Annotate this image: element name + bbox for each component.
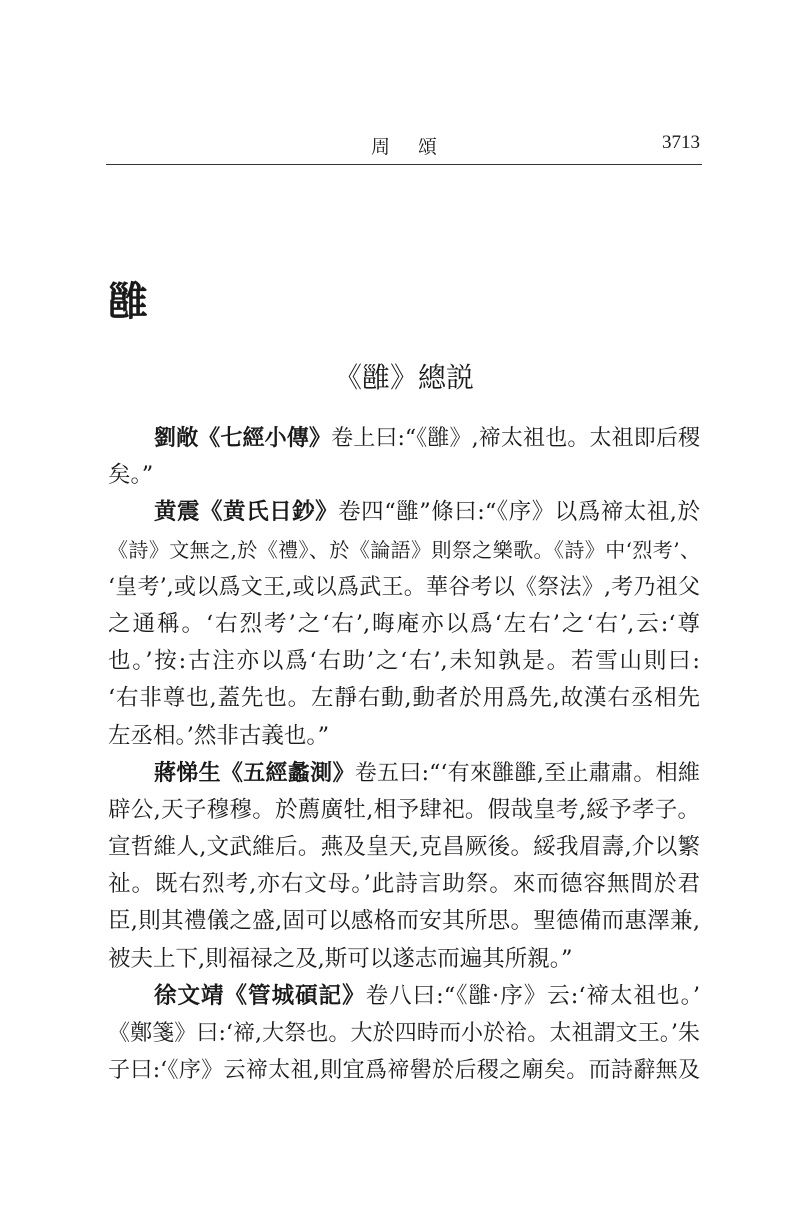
text-line: 之通稱。‘右烈考’之‘右’,晦庵亦以爲‘左右’之‘右’,云:‘尊 <box>108 610 700 637</box>
cited-author: 徐文靖《管城碩記》 <box>154 982 366 1009</box>
text-line <box>108 420 700 457</box>
text-line: 左丞相。’然非古義也。” <box>108 722 330 749</box>
text-line: 被夫上下,則福禄之及,斯可以遂志而遍其所親。” <box>108 945 573 972</box>
text-line: 祉。既右烈考,亦右文母。’此詩言助祭。來而德容無間於君 <box>108 871 700 898</box>
cited-author: 劉敞《七經小傳》 <box>154 426 332 451</box>
header-rule <box>106 164 702 165</box>
text-line: 宣哲維人,文武維后。燕及皇天,克昌厥後。綏我眉壽,介以繁 <box>108 834 700 861</box>
cited-author: 蔣悌生《五經蠡測》 <box>154 760 355 786</box>
section-subtitle: 《雝》總説 <box>333 361 474 394</box>
text-line: 也。’按:古注亦以爲‘右助’之‘右’,未知孰是。若雪山則曰: <box>108 648 700 675</box>
cited-author: 黄震《黄氏日鈔》 <box>154 499 339 526</box>
line-text: 卷八曰:“《雝·序》云:‘禘太祖也。’ <box>365 982 700 1009</box>
text-line: 辟公,天子穆穆。於薦廣牡,相予肆祀。假哉皇考,綏予孝子。 <box>108 796 700 823</box>
body-text <box>108 420 700 1089</box>
text-line: 臣,則其禮儀之盛,固可以感格而安其所思。聖德備而惠澤兼, <box>108 908 700 935</box>
text-line <box>108 978 700 1015</box>
line-text: 卷五曰:“‘有來雝雝,至止肅肅。相維 <box>354 760 700 786</box>
section-heading: 雝 <box>108 279 148 325</box>
text-line: 《詩》文無之,於《禮》、於《論語》則祭之樂歌。《詩》中‘烈考’、 <box>108 537 700 562</box>
running-head <box>108 128 700 158</box>
text-line <box>108 494 700 531</box>
page-number: 3713 <box>662 132 700 153</box>
text-line: 《鄭箋》曰:‘禘,大祭也。大於四時而小於祫。太祖謂文王。’朱 <box>108 1021 700 1046</box>
text-line <box>108 755 700 792</box>
line-text: 卷上曰:“《雝》,禘太祖也。太祖即后稷 <box>331 426 700 451</box>
text-line: ‘皇考’,或以爲文王,或以爲武王。華谷考以《祭法》,考乃祖父 <box>108 574 700 600</box>
running-title: 周頌 <box>370 136 465 158</box>
text-line: 子曰:‘《序》云禘太祖,則宜爲禘嚳於后稷之廟矣。而詩辭無及 <box>108 1058 700 1084</box>
line-text: 卷四“雝”條曰:“《序》以爲禘太祖,於 <box>338 499 700 526</box>
text-line: ‘右非尊也,蓋先也。左靜右動,動者於用爲先,故漢右丞相先 <box>108 685 700 712</box>
text-line: 矣。” <box>108 462 154 489</box>
